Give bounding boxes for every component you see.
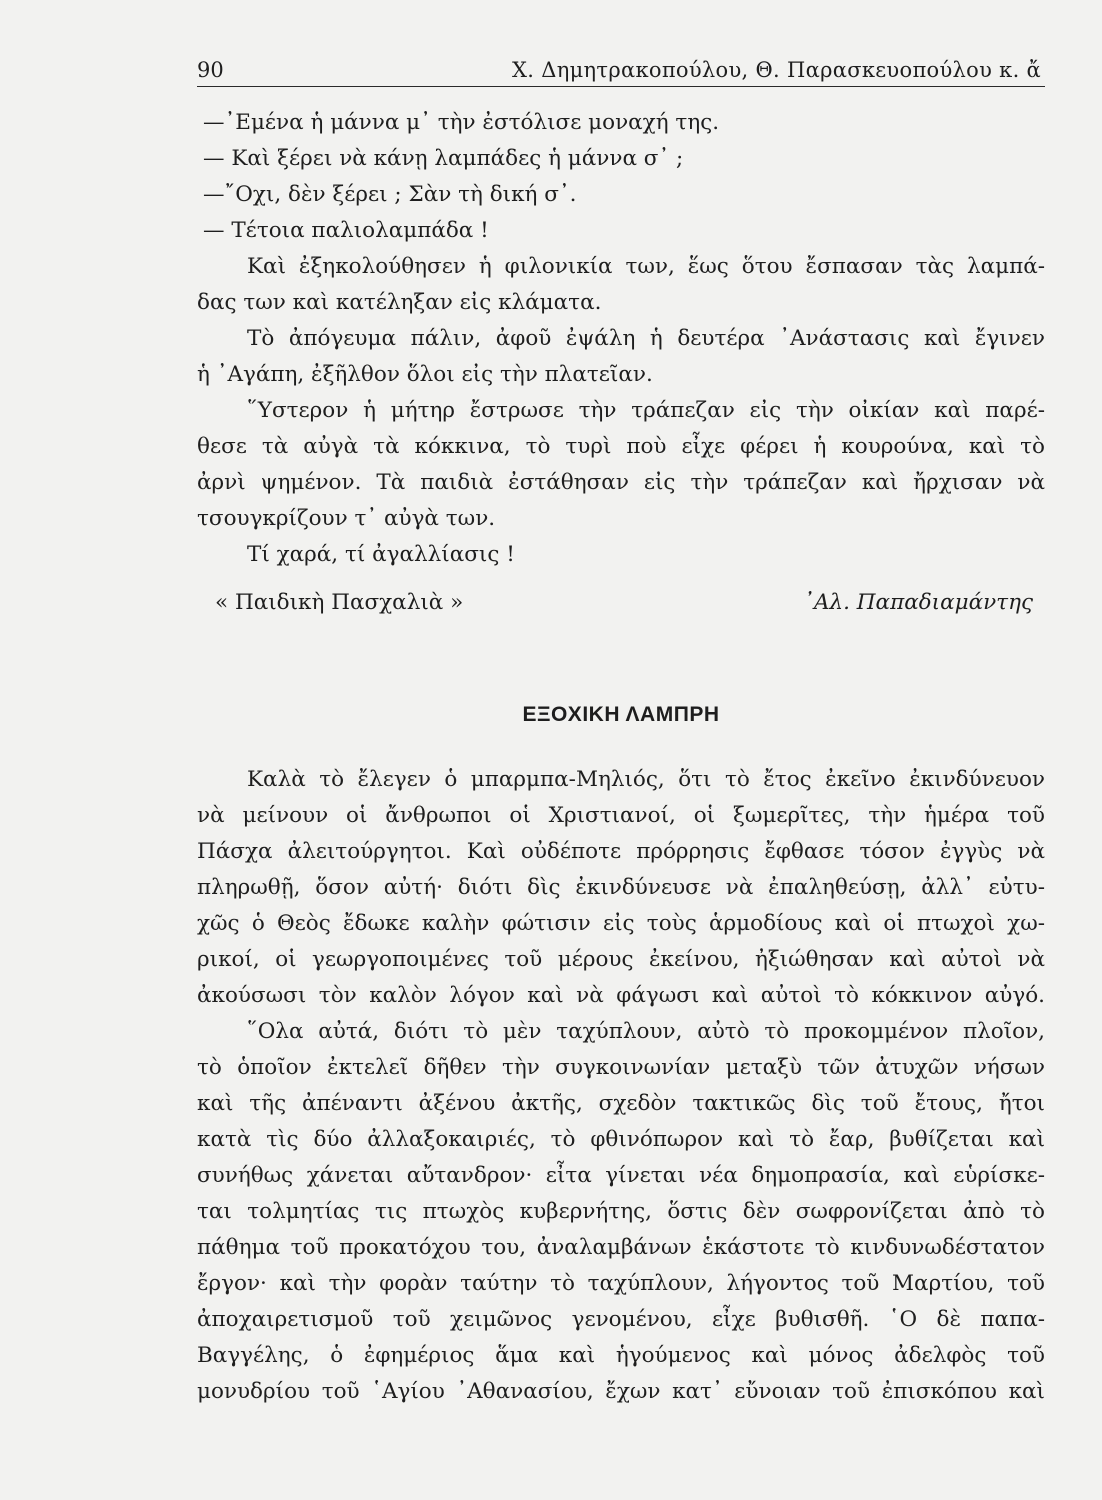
- text-line: Πάσχα ἀλειτούργητοι. Καὶ οὐδέποτε πρόρρησις ἔφθασε τόσον ἐγγὺς νὰ: [197, 839, 1045, 864]
- text-line: συνήθως χάνεται αὔτανδρον· εἶτα γίνεται νέα δημοπρασία, καὶ εὑρίσκε-: [197, 1163, 1045, 1188]
- running-head: Χ. Δημητρακοπούλου, Θ. Παρασκευοπούλου κ. ἄ: [512, 58, 1041, 82]
- text-line: τὸ ὁποῖον ἐκτελεῖ δῆθεν τὴν συγκοινωνίαν μεταξὺ τῶν ἀτυχῶν νήσων: [197, 1055, 1045, 1080]
- text-line: Βαγγέλης, ὁ ἐφημέριος ἅμα καὶ ἡγούμενος καὶ μόνος ἀδελφὸς τοῦ: [197, 1343, 1045, 1368]
- text-line: Τί χαρά, τί ἀγαλλίασις !: [247, 542, 515, 567]
- page-header: [197, 56, 1045, 87]
- attribution: [197, 585, 1045, 621]
- text-line: ῞Ολα αὐτά, διότι τὸ μὲν ταχύπλουν, αὐτὸ τὸ προκομμένον πλοῖον,: [247, 1019, 1045, 1044]
- text-line: θεσε τὰ αὐγὰ τὰ κόκκινα, τὸ τυρὶ ποὺ εἶχε φέρει ἡ κουρούνα, καὶ τὸ: [197, 434, 1045, 459]
- author-name: ᾿Αλ. Παπαδιαμάντης: [803, 590, 1033, 615]
- text-line: τσουγκρίζουν τ᾿ αὐγὰ των.: [197, 506, 496, 531]
- section-title: ΕΞΟΧΙΚΗ ΛΑΜΠΡΗ: [522, 703, 720, 726]
- dialogue-line: — Τέτοια παλιολαμπάδα !: [203, 218, 489, 243]
- dialogue-line: — Καὶ ξέρει νὰ κάνῃ λαμπάδες ἡ μάννα σ᾿ ;: [203, 146, 684, 171]
- section-exoxiki-lampri: [197, 762, 1045, 1410]
- text-line: πληρωθῇ, ὅσον αὐτή· διότι δὶς ἐκινδύνευσε νὰ ἐπαληθεύσῃ, ἀλλ᾿ εὐτυ-: [197, 875, 1045, 900]
- text-line: ἀρνὶ ψημένον. Τὰ παιδιὰ ἐστάθησαν εἰς τὴν τράπεζαν καὶ ἤρχισαν νὰ: [197, 470, 1045, 495]
- text-line: μονυδρίου τοῦ ῾Αγίου ᾿Αθανασίου, ἔχων κατ᾿ εὔνοιαν τοῦ ἐπισκόπου καὶ: [197, 1379, 1045, 1404]
- text-line: ται τολμητίας τις πτωχὸς κυβερνήτης, ὅστις δὲν σωφρονίζεται ἀπὸ τὸ: [197, 1199, 1045, 1224]
- text-line: ἀκούσωσι τὸν καλὸν λόγον καὶ νὰ φάγωσι καὶ αὐτοὶ τὸ κόκκινον αὐγό.: [197, 983, 1045, 1008]
- text-line: ἀποχαιρετισμοῦ τοῦ χειμῶνος γενομένου, εἶχε βυθισθῆ. ῾Ο δὲ παπα-: [197, 1307, 1045, 1332]
- excerpt-paidiki-pasxalia: [197, 105, 1045, 621]
- source-title: « Παιδικὴ Πασχαλιὰ »: [215, 590, 464, 615]
- text-line: Τὸ ἀπόγευμα πάλιν, ἀφοῦ ἐψάλη ἡ δευτέρα ᾿Ανάστασις καὶ ἔγινεν: [247, 326, 1045, 351]
- text-line: ἔργον· καὶ τὴν φορὰν ταύτην τὸ ταχύπλουν, λήγοντος τοῦ Μαρτίου, τοῦ: [197, 1271, 1045, 1296]
- page-number: 90: [197, 58, 224, 82]
- dialogue-line: —᾿Εμένα ἡ μάννα μ᾿ τὴν ἐστόλισε μοναχή της.: [203, 110, 720, 135]
- text-line: Καλὰ τὸ ἔλεγεν ὁ μπαρμπα-Μηλιός, ὅτι τὸ ἔτος ἐκεῖνο ἐκινδύνευον: [247, 767, 1045, 792]
- text-line: δας των καὶ κατέληξαν εἰς κλάματα.: [197, 290, 602, 315]
- text-line: ἡ ᾿Αγάπη, ἐξῆλθον ὅλοι εἰς τὴν πλατεῖαν.: [197, 362, 653, 387]
- dialogue-line: —῎Οχι, δὲν ξέρει ; Σὰν τὴ δική σ᾿.: [203, 182, 577, 207]
- text-line: καὶ τῆς ἀπέναντι ἀξένου ἀκτῆς, σχεδὸν τακτικῶς δὶς τοῦ ἔτους, ἤτοι: [197, 1091, 1045, 1116]
- text-line: χῶς ὁ Θεὸς ἔδωκε καλὴν φώτισιν εἰς τοὺς ἁρμοδίους καὶ οἱ πτωχοὶ χω-: [197, 911, 1045, 936]
- text-line: νὰ μείνουν οἱ ἄνθρωποι οἱ Χριστιανοί, οἱ ξωμερῖτες, τὴν ἡμέρα τοῦ: [197, 803, 1045, 828]
- text-line: κατὰ τὶς δύο ἀλλαξοκαιριές, τὸ φθινόπωρον καὶ τὸ ἔαρ, βυθίζεται καὶ: [197, 1127, 1045, 1152]
- text-line: ρικοί, οἱ γεωργοποιμένες τοῦ μέρους ἐκείνου, ἠξιώθησαν καὶ αὐτοὶ νὰ: [197, 947, 1045, 972]
- text-line: Καὶ ἐξηκολούθησεν ἡ φιλονικία των, ἕως ὅτου ἔσπασαν τὰς λαμπά-: [247, 254, 1045, 279]
- text-line: πάθημα τοῦ προκατόχου του, ἀναλαμβάνων ἑκάστοτε τὸ κινδυνωδέστατον: [197, 1235, 1045, 1260]
- text-line: ῞Υστερον ἡ μήτηρ ἔστρωσε τὴν τράπεζαν εἰς τὴν οἰκίαν καὶ παρέ-: [247, 398, 1045, 423]
